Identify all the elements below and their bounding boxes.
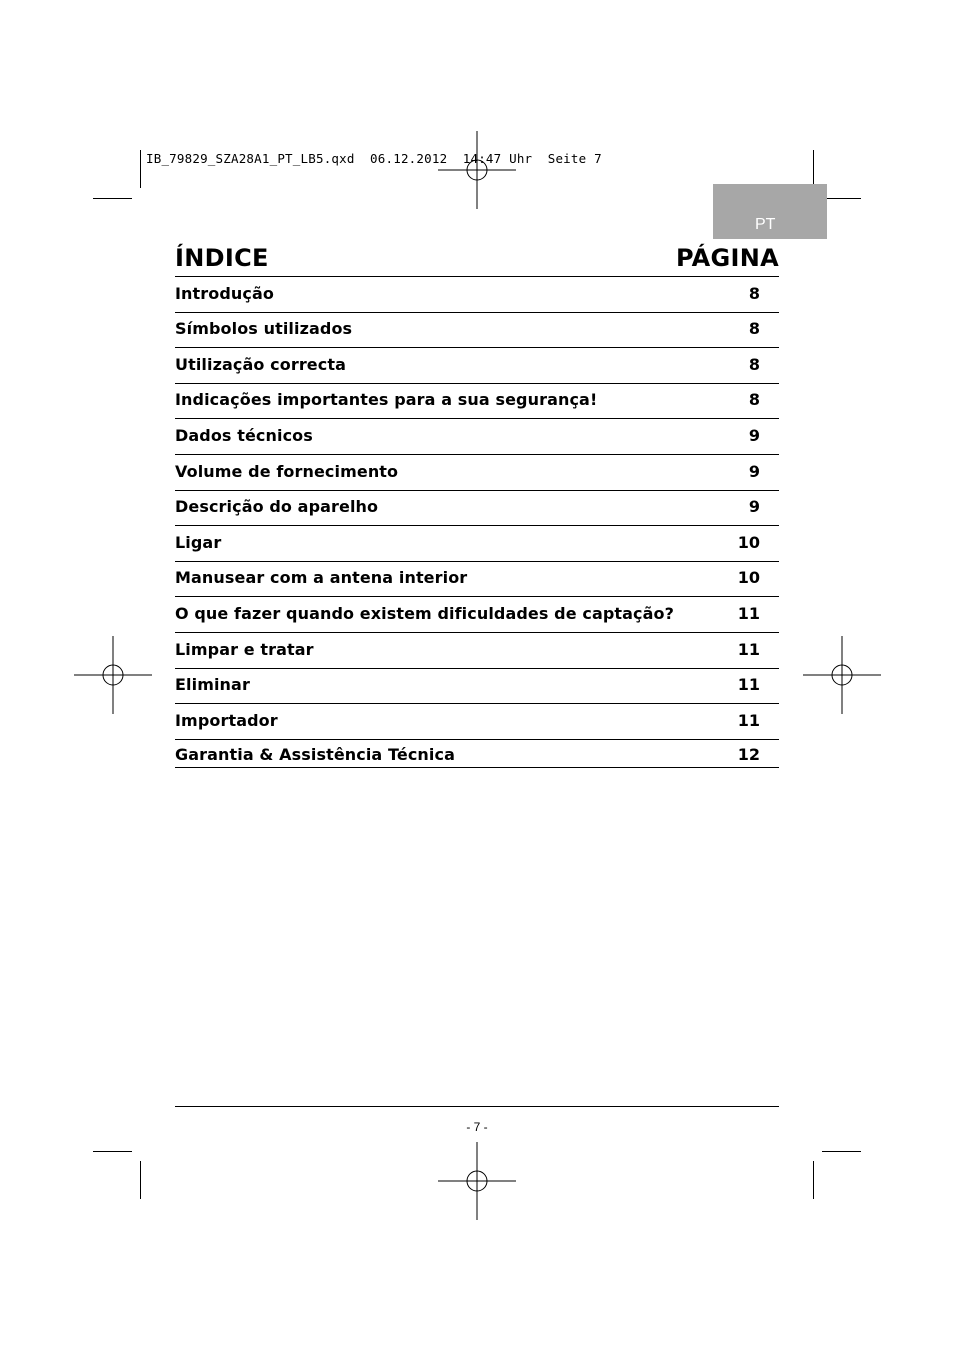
print-slug-line: IB_79829_SZA28A1_PT_LB5.qxd 06.12.2012 14:47 Uhr Seite 7	[146, 151, 602, 166]
toc-entry[interactable]	[175, 490, 779, 520]
toc-entry-title: Garantia & Assistência Técnica	[175, 745, 455, 765]
toc-entry-title: Indicações importantes para a sua segurança!	[175, 390, 598, 410]
toc-entry-page: 11	[737, 603, 760, 623]
crop-mark-top-left-vertical	[140, 150, 141, 188]
registration-mark-bottom-icon	[438, 1142, 516, 1220]
toc-entry-page: 8	[748, 390, 760, 410]
crop-mark-bottom-right-vertical	[813, 1161, 814, 1199]
crop-mark-top-right-vertical	[813, 150, 814, 188]
toc-entry-title: Descrição do aparelho	[175, 497, 379, 517]
toc-entry-title: Ligar	[175, 532, 222, 552]
toc-entry[interactable]	[175, 703, 779, 733]
crop-mark-bottom-right-horizontal	[822, 1151, 861, 1152]
footer-rule	[175, 1106, 779, 1107]
toc-entry[interactable]	[175, 525, 779, 555]
toc-entry-title: Dados técnicos	[175, 425, 313, 445]
toc-entry-title: Manusear com a antena interior	[175, 568, 468, 588]
registration-mark-top-icon	[438, 131, 516, 209]
toc-entry-page: 8	[748, 319, 760, 339]
toc-entry-page: 11	[737, 639, 760, 659]
toc-list	[175, 276, 779, 768]
crop-mark-top-right-horizontal	[822, 198, 861, 199]
toc-entry-title: Utilização correcta	[175, 354, 346, 374]
toc-entry-page: 11	[737, 675, 760, 695]
registration-mark-left-icon	[74, 636, 152, 714]
toc-heading-page: PÁGINA	[675, 244, 779, 272]
toc-entry-page: 8	[748, 354, 760, 374]
toc-entry-title: Eliminar	[175, 675, 250, 695]
toc-heading	[175, 244, 779, 276]
toc-entry[interactable]	[175, 276, 779, 306]
toc-entry-page: 8	[748, 283, 760, 303]
toc-entry-title: Símbolos utilizados	[175, 319, 353, 339]
toc-entry-page: 11	[737, 710, 760, 730]
toc-entry[interactable]	[175, 561, 779, 591]
toc-entry[interactable]	[175, 632, 779, 662]
toc-entry-page: 9	[748, 425, 760, 445]
language-tab	[713, 184, 827, 239]
toc-entry[interactable]	[175, 418, 779, 448]
toc-entry-title: Importador	[175, 710, 278, 730]
toc-entry[interactable]	[175, 347, 779, 377]
toc-entry[interactable]	[175, 312, 779, 342]
toc-heading-index: ÍNDICE	[175, 244, 269, 272]
toc-entry-title: O que fazer quando existem dificuldades de captação?	[175, 603, 674, 623]
toc-entry[interactable]	[175, 596, 779, 626]
toc-entry[interactable]	[175, 383, 779, 413]
toc-entry[interactable]	[175, 739, 779, 769]
toc-entry[interactable]	[175, 454, 779, 484]
language-tab-label: PT	[755, 216, 776, 233]
page-number: - 7 -	[466, 1120, 488, 1134]
toc-entry-title: Limpar e tratar	[175, 639, 314, 659]
toc-entry-page: 12	[737, 745, 760, 765]
crop-mark-bottom-left-horizontal	[93, 1151, 132, 1152]
crop-mark-bottom-left-vertical	[140, 1161, 141, 1199]
toc-entry-title: Volume de fornecimento	[175, 461, 399, 481]
toc-entry-title: Introdução	[175, 283, 274, 303]
toc-entry-page: 10	[737, 532, 760, 552]
toc-entry-page: 10	[737, 568, 760, 588]
toc-entry-page: 9	[748, 497, 760, 517]
crop-mark-top-left-horizontal	[93, 198, 132, 199]
registration-mark-right-icon	[803, 636, 881, 714]
toc-entry-page: 9	[748, 461, 760, 481]
toc-entry[interactable]	[175, 668, 779, 698]
